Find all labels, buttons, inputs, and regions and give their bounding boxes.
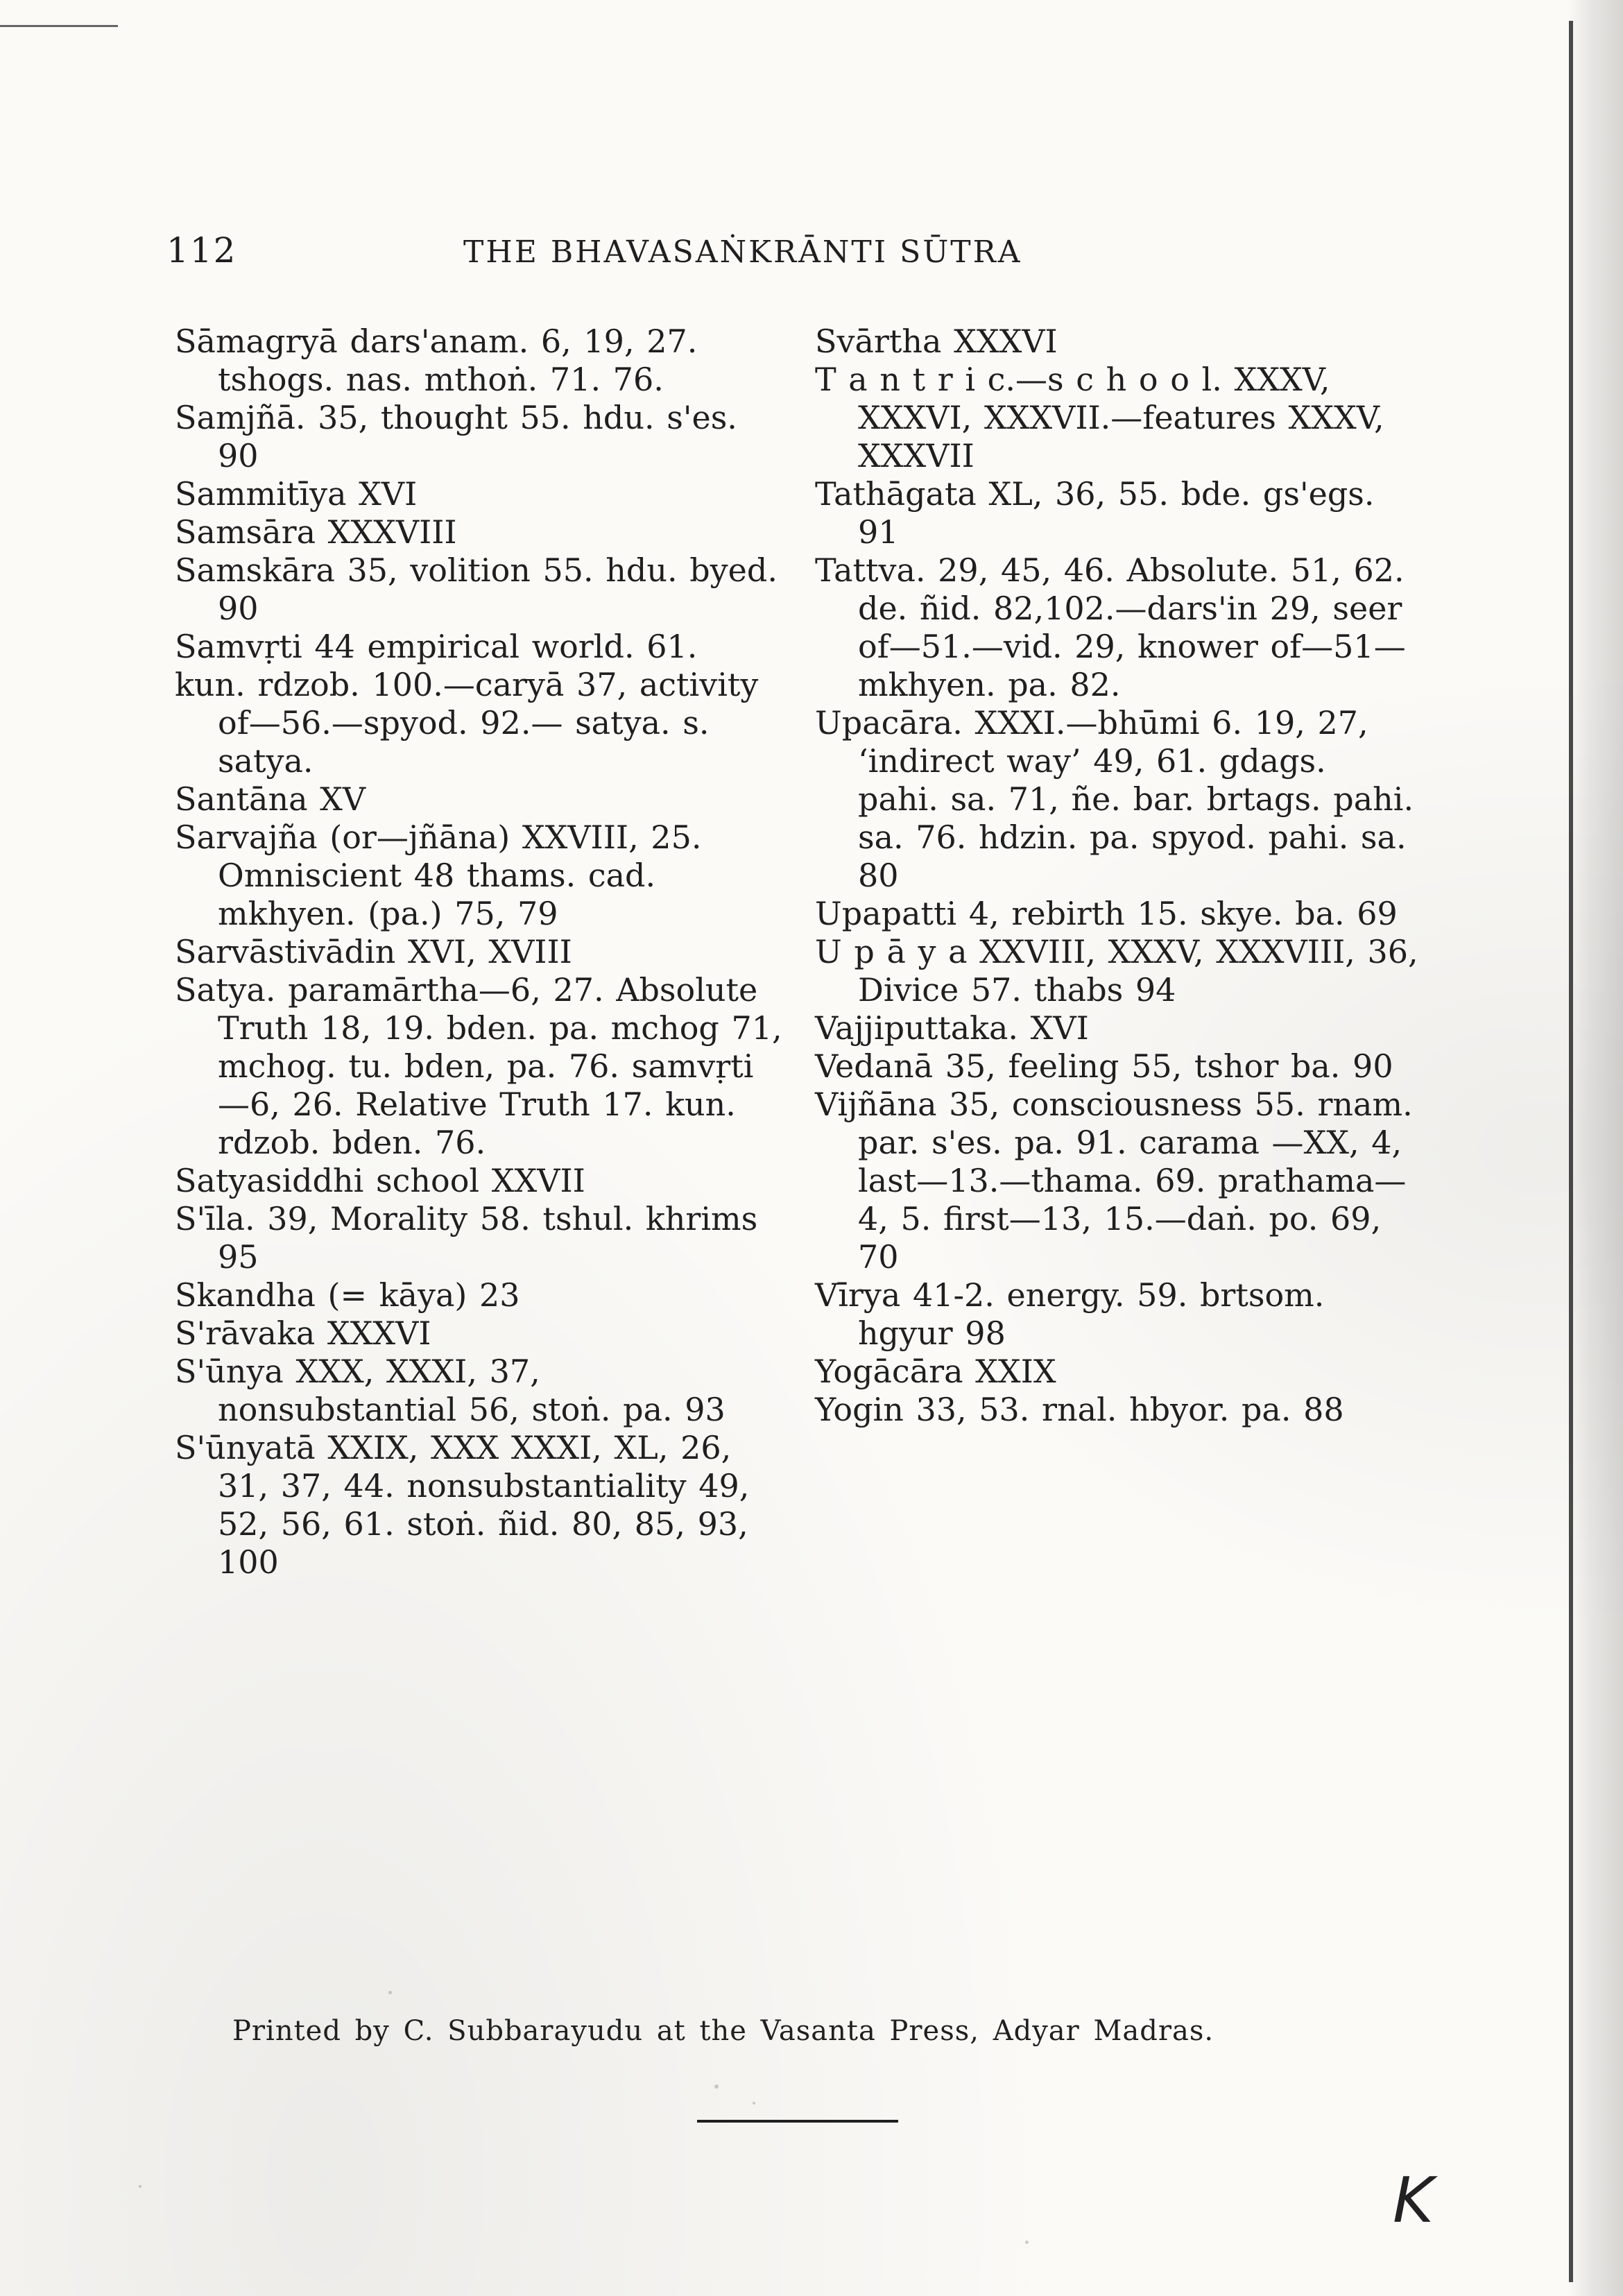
index-entry: Vīrya 41-2. energy. 59. brtsom. hgyur 98 bbox=[815, 1276, 1325, 1352]
index-column-right bbox=[815, 323, 1418, 1429]
page-spine-edge bbox=[1569, 21, 1573, 2282]
index-entry: Satya. paramārtha—6, 27. Absolute Truth 18, 19. bden. pa. mchog 71, mchog. tu. bden, pa. 76. samvṛti—6, 26. Relative Truth 17. kun. rdzob. bden. 76. bbox=[175, 971, 782, 1161]
index-entry: Tattva. 29, 45, 46. Absolute. 51, 62. de. ñid. 82,102.—dars'in 29, seer of—51.—vid. 29, knower of—51—mkhyen. pa. 82. bbox=[815, 551, 1406, 703]
index-entry: Vijñāna 35, consciousness 55. rnam. par. s'es. pa. 91. carama —XX, 4, last—13.—thama. 69. prathama—4, 5. first—13, 15.—daṅ. po. 69, 70 bbox=[815, 1086, 1413, 1276]
index-entry: Upapatti 4, rebirth 15. skye. ba. 69 bbox=[815, 895, 1398, 932]
index-column-left bbox=[175, 323, 785, 1582]
index-entry: S'ūnya XXX, XXXI, 37, nonsubstantial 56, stoṅ. pa. 93 bbox=[175, 1353, 725, 1428]
page-header bbox=[166, 230, 1137, 279]
index-entry: Tathāgata XL, 36, 55. bde. gs'egs. 91 bbox=[815, 475, 1375, 551]
index-entry: Samjñā. 35, thought 55. hdu. s'es. 90 bbox=[175, 399, 737, 474]
index-entry: Yogācāra XXIX bbox=[815, 1353, 1056, 1390]
index-entry: Svārtha XXXVI bbox=[815, 323, 1058, 360]
index-entry: Vajjiputtaka. XVI bbox=[815, 1009, 1089, 1047]
index-entry: Samsāra XXXVIII bbox=[175, 513, 457, 551]
index-entry: kun. rdzob. 100.—caryā 37, activity of—56.—spyod. 92.— satya. s. satya. bbox=[175, 666, 759, 780]
top-edge-rule bbox=[0, 25, 118, 27]
print-speckle bbox=[753, 2102, 755, 2105]
handwritten-mark: K bbox=[1393, 2164, 1434, 2237]
index-entry: Sāmagryā dars'anam. 6, 19, 27. tshogs. nas. mthoṅ. 71. 76. bbox=[175, 323, 698, 398]
index-entry: Samskāra 35, volition 55. hdu. byed. 90 bbox=[175, 551, 778, 627]
printer-imprint: Printed by C. Subbarayudu at the Vasanta Press, Adyar Madras. bbox=[232, 2015, 1214, 2047]
index-entry: S'rāvaka XXXVI bbox=[175, 1314, 431, 1352]
end-rule bbox=[697, 2120, 898, 2123]
print-speckle bbox=[714, 2084, 719, 2089]
index-entry: Santāna XV bbox=[175, 780, 366, 818]
index-entry: Upacāra. XXXI.—bhūmi 6. 19, 27, ‘indirect way’ 49, 61. gdags. pahi. sa. 71, ñe. bar. brtags. pahi. sa. 76. hdzin. pa. spyod. pahi. sa. 80 bbox=[815, 704, 1414, 894]
print-speckle bbox=[139, 2185, 141, 2188]
page-number: 112 bbox=[166, 230, 237, 271]
index-entry: Satyasiddhi school XXVII bbox=[175, 1162, 585, 1199]
index-entry: Sammitīya XVI bbox=[175, 475, 418, 513]
index-entry: Yogin 33, 53. rnal. hbyor. pa. 88 bbox=[815, 1391, 1344, 1428]
index-entry: Samvṛti 44 empirical world. 61. bbox=[175, 628, 698, 665]
index-entry: Sarvāstivādin XVI, XVIII bbox=[175, 933, 572, 970]
print-speckle bbox=[388, 1991, 392, 1994]
index-entry: U p ā y a XXVIII, XXXV, XXXVIII, 36, Divice 57. thabs 94 bbox=[815, 933, 1418, 1009]
index-entry: S'īla. 39, Morality 58. tshul. khrims 95 bbox=[175, 1200, 758, 1276]
index-entry: Vedanā 35, feeling 55, tshor ba. 90 bbox=[815, 1047, 1393, 1085]
print-speckle bbox=[1025, 2241, 1029, 2244]
index-entry: T a n t r i c.—s c h o o l. XXXV, XXXVI, XXXVII.—features XXXV, XXXVII bbox=[815, 361, 1384, 474]
index-entry: Skandha (= kāya) 23 bbox=[175, 1276, 520, 1314]
running-title: THE BHAVASAṄKRĀNTI SŪTRA bbox=[463, 234, 1022, 270]
page-spine-shadow bbox=[1568, 0, 1623, 2296]
index-entry: Sarvajña (or—jñāna) XXVIII, 25. Omniscient 48 thams. cad. mkhyen. (pa.) 75, 79 bbox=[175, 819, 702, 932]
index-entry: S'ūnyatā XXIX, XXX XXXI, XL, 26, 31, 37, 44. nonsubstantiality 49, 52, 56, 61. stoṅ. ñid. 80, 85, 93, 100 bbox=[175, 1429, 750, 1581]
